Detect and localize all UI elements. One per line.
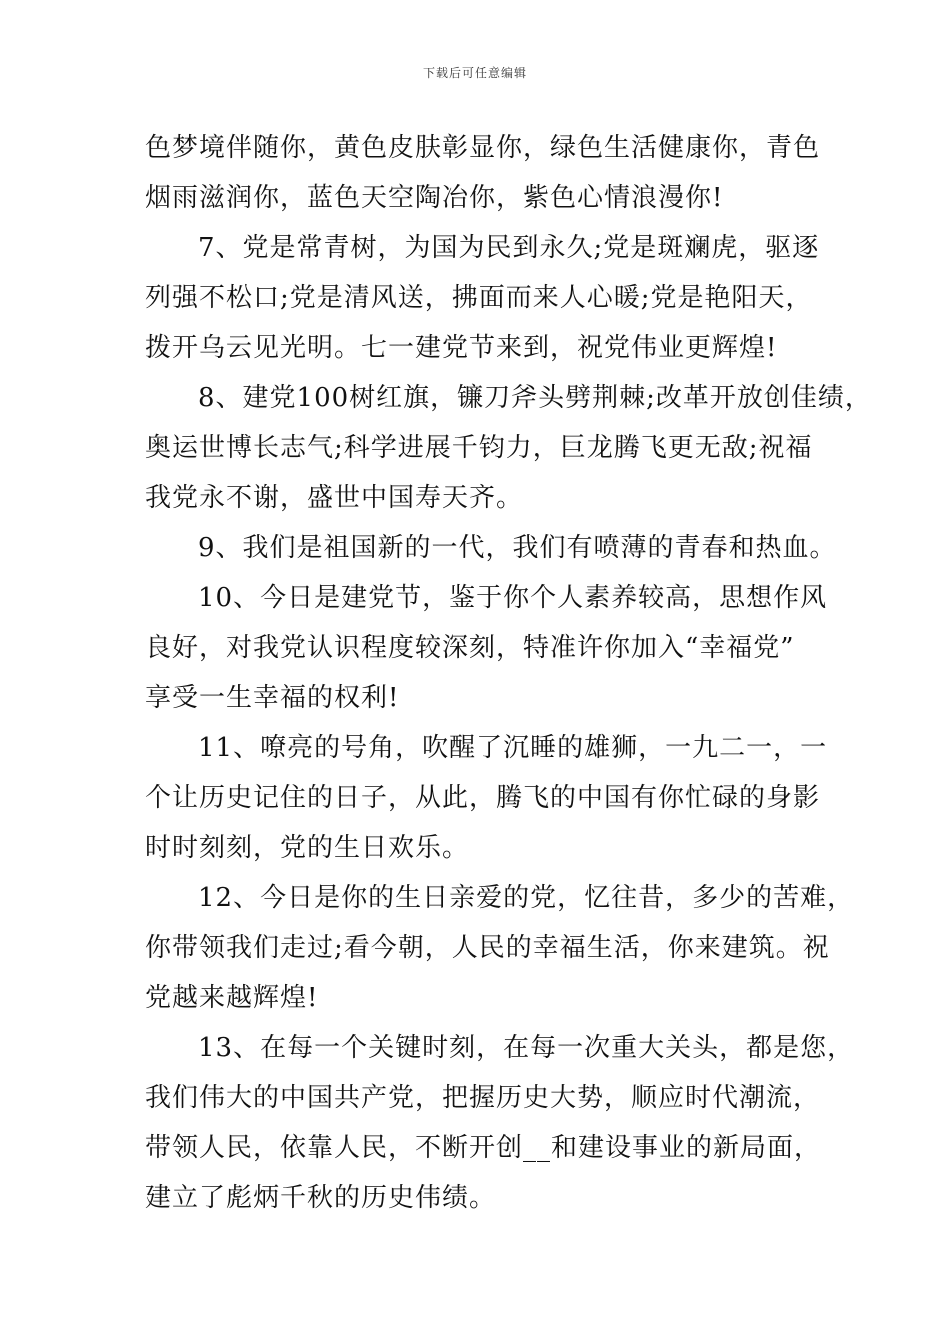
text-line: 个让历史记住的日子，从此，腾飞的中国有你忙碌的身影 <box>145 783 821 813</box>
text-line: 你带领我们走过;看今朝，人民的幸福生活，你来建筑。祝 <box>145 933 830 963</box>
text-line: 良好，对我党认识程度较深刻，特准许你加入“幸福党” <box>145 633 795 663</box>
text-line: 烟雨滋润你，蓝色天空陶冶你，紫色心情浪漫你! <box>145 183 724 213</box>
text-line: 享受一生幸福的权利! <box>145 683 400 713</box>
text-line: 拨开乌云见光明。七一建党节来到，祝党伟业更辉煌! <box>145 333 778 363</box>
text-line: 建立了彪炳千秋的历史伟绩。 <box>145 1183 497 1213</box>
text-line: 7、党是常青树，为国为民到永久;党是斑斓虎，驱逐 <box>198 233 820 263</box>
text-line: 8、建党100树红旗，镰刀斧头劈荆棘;改革开放创佳绩， <box>198 383 872 413</box>
text-line: 色梦境伴随你，黄色皮肤彰显你，绿色生活健康你，青色 <box>145 133 821 163</box>
text-line: 我党永不谢，盛世中国寿天齐。 <box>145 483 524 513</box>
text-line: 列强不松口;党是清风送，拂面而来人心暖;党是艳阳天， <box>145 283 813 313</box>
text-line: 12、今日是你的生日亲爱的党，忆往昔，多少的苦难， <box>198 883 855 913</box>
text-line: 奥运世博长志气;科学进展千钧力，巨龙腾飞更无敌;祝福 <box>145 433 813 463</box>
text-line: 13、在每一个关键时刻，在每一次重大关头，都是您， <box>198 1033 855 1063</box>
text-line: 10、今日是建党节，鉴于你个人素养较高，思想作风 <box>198 583 828 613</box>
text-line: 带领人民，依靠人民，不断开创__和建设事业的新局面， <box>145 1133 822 1163</box>
text-line: 时时刻刻，党的生日欢乐。 <box>145 833 470 863</box>
text-line: 9、我们是祖国新的一代，我们有喷薄的青春和热血。 <box>198 533 837 563</box>
page-header-note: 下载后可任意编辑 <box>422 66 527 80</box>
text-line: 11、嘹亮的号角，吹醒了沉睡的雄狮，一九二一，一 <box>198 733 828 763</box>
text-line: 我们伟大的中国共产党，把握历史大势，顺应时代潮流， <box>145 1083 821 1113</box>
text-line: 党越来越辉煌! <box>145 983 319 1013</box>
